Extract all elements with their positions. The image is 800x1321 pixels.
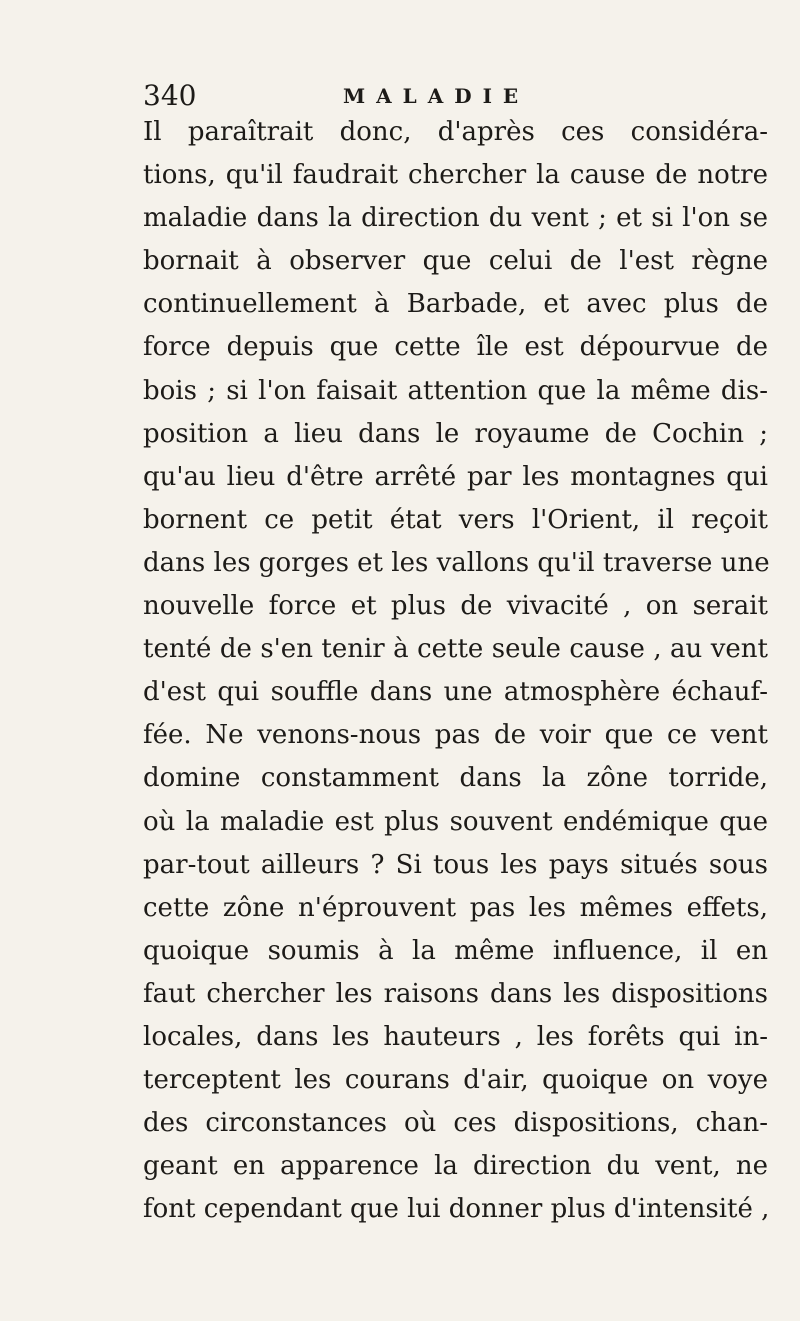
text-line: nouvelle force et plus de vivacité , on serait — [143, 591, 768, 622]
text-line: force depuis que cette île est dépourvue de — [143, 332, 768, 363]
text-line: position a lieu dans le royaume de Cochin ; — [143, 418, 768, 449]
text-line: Il paraîtrait donc, d'après ces considéra- — [143, 117, 768, 147]
text-line: fée. Ne venons-nous pas de voir que ce vent — [143, 720, 768, 751]
text-line: quoique soumis à la même influence, il en — [143, 935, 768, 966]
text-line: bornait à observer que celui de l'est règne — [143, 246, 768, 277]
text-line: qu'au lieu d'être arrêté par les montagnes qui — [143, 461, 768, 492]
text-line: cette zône n'éprouvent pas les mêmes effets, — [143, 892, 768, 923]
text-line: où la maladie est plus souvent endémique que — [143, 806, 768, 837]
text-line: tions, qu'il faudrait chercher la cause de notre — [143, 160, 768, 191]
text-line: maladie dans la direction du vent ; et si l'on se — [143, 203, 768, 234]
text-line: dans les gorges et les vallons qu'il traverse une — [143, 547, 770, 578]
body-paragraph — [143, 111, 768, 1231]
text-line: continuellement à Barbade, et avec plus de — [143, 289, 768, 320]
text-line: d'est qui souffle dans une atmosphère échauf- — [143, 677, 768, 708]
running-title: MALADIE — [343, 84, 530, 108]
text-line: tenté de s'en tenir à cette seule cause , au vent — [143, 634, 768, 665]
text-line: faut chercher les raisons dans les dispositions — [143, 978, 768, 1009]
text-line: bornent ce petit état vers l'Orient, il reçoit — [143, 504, 768, 535]
text-line: font cependant que lui donner plus d'intensité , — [143, 1194, 770, 1225]
text-line: domine constamment dans la zône torride, — [143, 763, 768, 794]
text-line: locales, dans les hauteurs , les forêts qui in- — [143, 1021, 768, 1052]
text-line: geant en apparence la direction du vent, ne — [143, 1151, 768, 1182]
page-number: 340 — [143, 79, 197, 112]
text-line: terceptent les courans d'air, quoique on voye — [143, 1065, 768, 1096]
running-head — [143, 78, 663, 114]
text-line: par-tout ailleurs ? Si tous les pays situés sous — [143, 849, 768, 880]
text-line: des circonstances où ces dispositions, chan- — [143, 1108, 768, 1139]
text-line: bois ; si l'on faisait attention que la même dis- — [143, 375, 768, 406]
